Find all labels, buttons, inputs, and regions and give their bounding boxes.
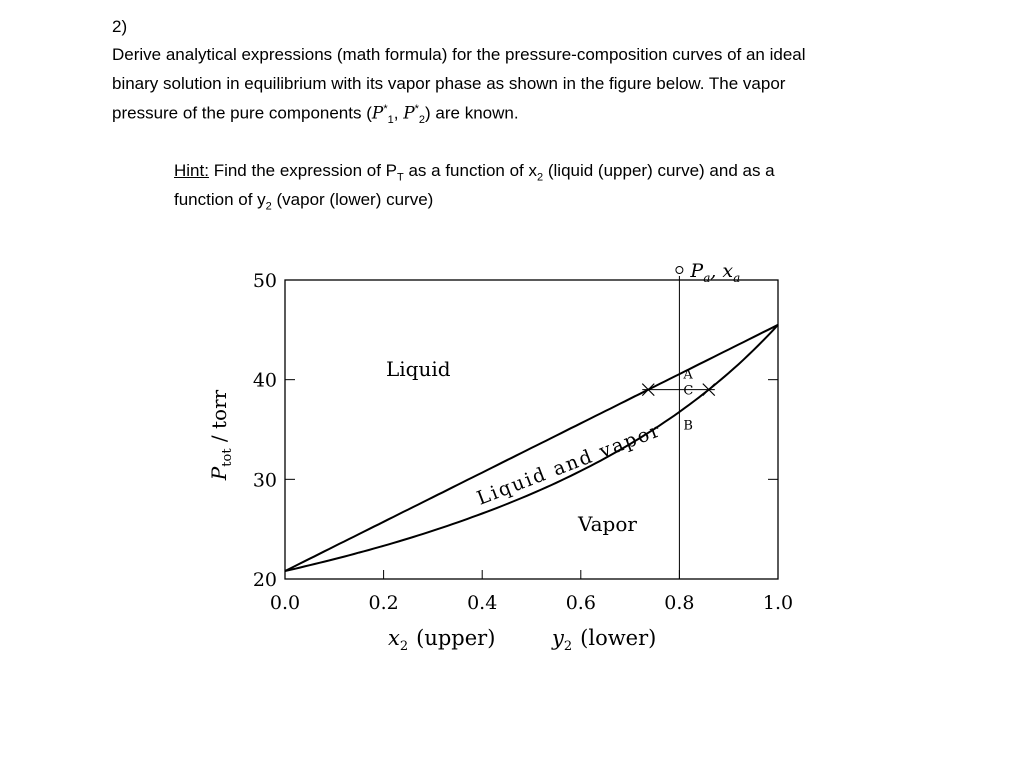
region-two-phase-label: Liquid and vapor <box>473 418 665 510</box>
question-number: 2) <box>112 17 128 36</box>
hint-text-b: as a function of x <box>403 161 537 180</box>
hint-text-e: (vapor (lower) curve) <box>271 190 434 209</box>
y-label-p: P <box>207 466 231 481</box>
x-tick-label: 0.4 <box>467 592 498 614</box>
y-tick-label: 30 <box>252 469 277 492</box>
marker-circle <box>676 267 683 274</box>
x-label-upper: (upper) <box>416 626 496 650</box>
hint-line-2 <box>174 190 433 212</box>
x-tick-label: 0.8 <box>664 592 695 614</box>
x-axis-label-lower <box>551 626 656 654</box>
symbol-separator: , <box>393 103 404 123</box>
hint-sub-t: T <box>397 171 404 184</box>
hint-text-a: Find the expression of P <box>208 161 398 180</box>
x-axis-label-upper <box>388 626 495 654</box>
marker-label-x: , x <box>710 260 734 282</box>
x-tick-label: 0.2 <box>368 592 399 614</box>
question-line-2: binary solution in equilibrium with its vapor phase as shown in the figure below. The vapor <box>112 74 786 93</box>
marker-label-sub-a: a <box>703 271 711 285</box>
x-tick-label: 0.6 <box>565 592 596 614</box>
hint-line-1 <box>174 161 775 183</box>
x-label-x-sub: 2 <box>399 639 409 654</box>
p2-symbol: P <box>403 103 415 124</box>
hint-label: Hint: <box>174 161 209 180</box>
marker-label-p: P <box>690 260 704 282</box>
marker-label-sub-a2: a <box>733 271 741 285</box>
phase-diagram-figure <box>190 255 810 675</box>
marker-label <box>689 260 740 285</box>
question-line-1: Derive analytical expressions (math formula) for the pressure-composition curves of an ideal <box>112 45 806 64</box>
hint-text-c: (liquid (upper) curve) and as a <box>543 161 775 180</box>
hint-sub-y2: 2 <box>265 200 272 213</box>
region-liquid-label: Liquid <box>386 357 451 381</box>
question-line-3 <box>112 103 519 126</box>
x-tick-label: 0.0 <box>269 592 301 614</box>
hint-sub-x2: 2 <box>537 171 544 184</box>
point-b-label: B <box>683 418 693 434</box>
x-label-y: y <box>552 626 564 650</box>
question-line-3-pre: pressure of the pure components ( <box>112 103 372 123</box>
question-line-3-post: ) are known. <box>425 103 519 123</box>
p2-star: * <box>414 103 419 115</box>
point-a-label: A <box>683 367 693 383</box>
y-axis-label <box>207 389 235 481</box>
p1-symbol: P <box>371 103 384 124</box>
tick-labels <box>253 270 793 614</box>
y-tick-label: 50 <box>252 270 277 292</box>
hint-text-d: function of y <box>174 190 266 209</box>
liquid-curve <box>285 325 778 571</box>
x-label-lower: (lower) <box>580 626 657 650</box>
x-label-y-sub: 2 <box>563 639 573 654</box>
y-tick-label: 20 <box>252 569 277 591</box>
region-vapor-label: Vapor <box>578 512 637 536</box>
x-label-x: x <box>388 626 400 650</box>
p1-star: * <box>383 103 388 115</box>
y-label-unit: / torr <box>207 389 231 449</box>
point-c-label: C <box>683 383 694 399</box>
phase-diagram-chart <box>190 255 810 675</box>
y-label-sub: tot <box>220 448 235 467</box>
p2-subscript: 2 <box>418 114 426 127</box>
x-tick-label: 1.0 <box>762 592 794 614</box>
y-tick-label: 40 <box>252 369 277 392</box>
p1-subscript: 1 <box>387 114 394 127</box>
